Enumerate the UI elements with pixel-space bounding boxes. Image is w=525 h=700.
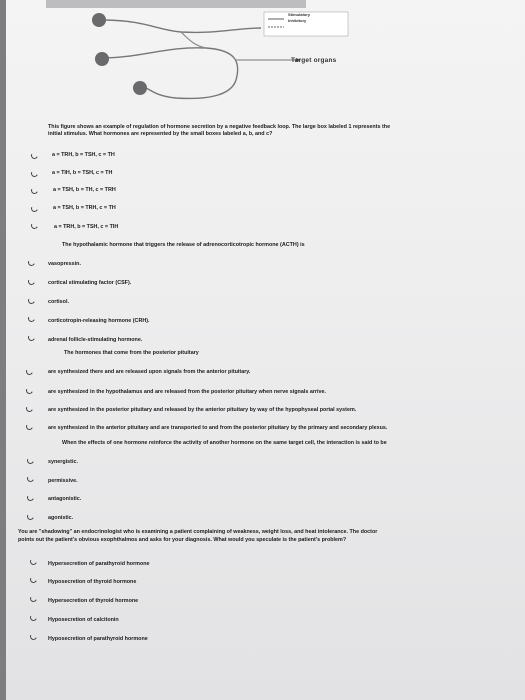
loop-line-bottom	[101, 48, 238, 99]
q2-option-3: cortisol.	[48, 299, 69, 305]
q2-option-4: corticotropin-releasing hormone (CRH).	[48, 318, 150, 324]
q1-option-5-radio[interactable]	[30, 221, 39, 230]
q1-prompt-line1: This figure shows an example of regulation of hormone secretion by a negative feedback loop. The large box labeled 1 represents the	[48, 124, 391, 130]
q1-option-5: a = TRH, b = TSH, c = TIH	[54, 224, 119, 230]
q4-option-3: antagonistic.	[48, 496, 82, 502]
loop-line-mid	[181, 32, 206, 48]
q4-option-2-radio[interactable]	[26, 474, 35, 483]
q3-option-1: are synthesized there and are released upon signals from the anterior pituitary.	[48, 369, 251, 375]
q5-option-3: Hypersecretion of thyroid hormone	[48, 598, 139, 604]
q3-option-4-radio[interactable]	[25, 422, 34, 431]
q1-option-3-radio[interactable]	[30, 186, 39, 195]
stimulatory-label: Stimulatory	[288, 12, 311, 17]
q4-option-1-radio[interactable]	[26, 456, 35, 465]
q2-option-5: adrenal follicle-stimulating hormone.	[48, 337, 143, 343]
q5-option-2: Hyposecretion of thyroid hormone	[48, 579, 137, 585]
q3-option-4: are synthesized in the anterior pituitary and are transported to and from the posterior pituitary by the primary and secondary plexus.	[48, 425, 388, 431]
diagram-node-a	[92, 13, 106, 27]
q2-option-2-radio[interactable]	[27, 277, 36, 286]
loop-line-top	[101, 20, 261, 32]
diagram-node-b	[95, 52, 109, 66]
q3-prompt: The hormones that come from the posterior pituitary	[64, 350, 199, 356]
q2-option-4-radio[interactable]	[27, 314, 36, 323]
q2-option-1: vasopressin.	[48, 261, 81, 267]
q5-option-1-radio[interactable]	[29, 557, 38, 566]
legend-labels	[266, 12, 350, 36]
q4-option-4-radio[interactable]	[26, 512, 35, 521]
q3-option-3: are synthesized in the posterior pituitary and released by the anterior pituitary by way of the hypophyseal portal system.	[48, 407, 357, 413]
q1-option-1-radio[interactable]	[30, 151, 39, 160]
diagram-top-bar	[46, 0, 306, 8]
q4-prompt: When the effects of one hormone reinforce the activity of another hormone on the same target cell, the interaction is said to be	[62, 440, 387, 446]
q1-option-2-radio[interactable]	[30, 169, 39, 178]
q3-option-3-radio[interactable]	[25, 404, 34, 413]
q5-option-4: Hyposecretion of calcitonin	[48, 617, 119, 623]
inhibitory-label: Inhibitory	[288, 18, 307, 23]
target-organs-label: Target organs	[291, 57, 337, 64]
q5-option-2-radio[interactable]	[29, 575, 38, 584]
q5-option-4-radio[interactable]	[29, 613, 38, 622]
q1-option-1: a = TRH, b = TSH, c = TH	[52, 152, 115, 158]
q4-option-3-radio[interactable]	[26, 493, 35, 502]
q2-option-5-radio[interactable]	[27, 333, 36, 342]
q3-option-1-radio[interactable]	[25, 367, 34, 376]
q5-option-3-radio[interactable]	[29, 594, 38, 603]
q5-option-1: Hypersecretion of parathyroid hormone	[48, 561, 150, 567]
q3-option-2: are synthesized in the hypothalamus and are released from the posterior pituitary when nerve signals arrive.	[48, 389, 327, 395]
q4-option-4: agonistic.	[48, 515, 74, 521]
q5-option-5-radio[interactable]	[29, 632, 38, 641]
q5-option-5: Hyposecretion of parathyroid hormone	[48, 636, 148, 642]
q1-prompt-line2: initial stimulus. What hormones are represented by the small boxes labeled a, b, and c?	[48, 131, 273, 137]
q5-prompt-line2: points out the patient's obvious exophthalmos and asks for your diagnosis. What would you speculate is the patient's problem?	[18, 537, 347, 543]
q1-option-2: a = TIH, b = TSH, c = TH	[52, 170, 113, 176]
q1-option-4-radio[interactable]	[30, 204, 39, 213]
q2-option-3-radio[interactable]	[27, 296, 36, 305]
q4-option-2: permissive.	[48, 478, 78, 484]
q1-option-4: a = TSH, b = TRH, c = TH	[53, 205, 116, 211]
q4-option-1: synergistic.	[48, 459, 78, 465]
document-page	[6, 0, 525, 700]
q3-option-2-radio[interactable]	[25, 386, 34, 395]
q1-option-3: a = TSH, b = TH, c = TRH	[53, 187, 116, 193]
q5-prompt-line1: You are "shadowing" an endocrinologist who is examining a patient complaining of weakness, weight loss, and heat intolerance. The doctor	[18, 529, 378, 535]
q2-option-2: cortical stimulating factor (CSF).	[48, 280, 132, 286]
q2-option-1-radio[interactable]	[27, 258, 36, 267]
diagram-node-c	[133, 81, 147, 95]
q2-prompt: The hypothalamic hormone that triggers the release of adrenocorticotropic hormone (ACTH) is	[62, 242, 305, 248]
